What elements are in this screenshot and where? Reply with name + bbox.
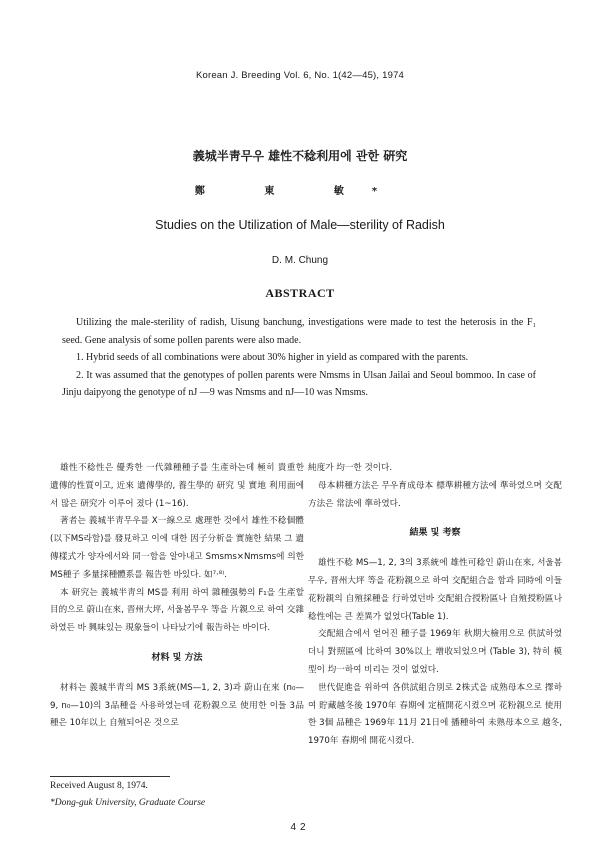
left-column [50, 460, 304, 733]
results-paragraph: 世代促進을 위하여 各供試組合別로 2株式을 成熟母本으로 擇하여 貯藏越冬後 1970年 春期에 定植開花시켰으며 花粉親으로 使用한 3個 品種은 1969年 11月 21日에 播種하여 未熟母本으로 越冬, 1970年 春期에 開花시켰다. [308, 682, 562, 747]
korean-author: 鄭 東 敏* [194, 186, 406, 197]
footnote-divider [50, 776, 170, 777]
intro-paragraph: 雄性不稔性은 優秀한 一代雜種種子를 生產하는데 極히 貴重한 遺傳的性質이고, 近來 遺傳學的, 養生學的 研究 및 實地 利用面에서 많은 研究가 이루어 졌다 (1~16). [50, 463, 304, 509]
page-number: 42 [290, 822, 310, 833]
continued-paragraph: 純度가 均一한 것이다. [308, 463, 393, 473]
section-heading-results: 結果 및 考察 [409, 528, 461, 539]
korean-title: 義城半靑무우 雄性不稔利用에 관한 硏究 [192, 149, 408, 163]
abstract-paragraph: 1. Hybrid seeds of all combinations were about 30% higher in yield as compared with the parents. [76, 352, 469, 363]
footnote-received: Received August 8, 1974. [50, 781, 148, 791]
section-heading-methods: 材料 및 方法 [151, 652, 203, 663]
abstract-heading: ABSTRACT [265, 286, 335, 300]
english-author: D. M. Chung [271, 255, 329, 266]
abstract-paragraph: 2. It was assumed that the genotypes of pollen parents were Nmsms in Ulsan Jailai and Seoul bommoo. In case of Jinju daipyong the genotype of nJ —9 was Nmsms and nJ—10 was Nmsms. [62, 369, 536, 398]
abstract-body [62, 314, 536, 402]
right-column [308, 460, 562, 751]
methods-paragraph: 材料는 義城半靑의 MS 3系統(MS—1, 2, 3)과 蔚山在來 (n₀—9, n₀—10)의 3品種을 사용하였는데 花粉親으로 使用한 이들 3品種은 10年以上 自殖되어온 것으로 [50, 682, 304, 729]
intro-paragraph: 本 研究는 義城半靑의 MS를 利用 하여 雜種强勢의 F₁을 生產할 目的으로 蔚山在來, 晋州大坪, 서울봄무우 等을 片親으로 하여 交雜하였든 바 興味있는 現象들이 나타났기에 報告하는 바이다. [50, 587, 304, 634]
journal-citation: Korean J. Breeding Vol. 6, No. 1(42—45), 1974 [195, 70, 405, 81]
results-paragraph: 交配組合에서 얻어진 種子를 1969年 秋期大檢用으로 供試하였더니 對照區에 比하여 30%以上 增收되었으며 (Table 3), 特히 模型이 均一하여 비리는 것이 없었다. [308, 629, 562, 675]
abstract-paragraph: Utilizing the male-sterility of radish, Uisung banchung, investigations were made to test the heterosis in the F₁ seed. Gene analysis of some pollen parents were also made. [62, 317, 536, 346]
english-title: Studies on the Utilization of Male—sterility of Radish [155, 218, 445, 232]
intro-paragraph: 著者는 義城半靑무우를 X一線으로 處理한 것에서 雄性不稔個體(以下MS라함)를 發見하고 이에 대한 因子分析을 實施한 結果 그 遺傳樣式가 양자에서와 同一함을 알아내고 Smsms×Nmsms에 의한 MS種子 多量採種體系를 報告한 바있다. 如⁷·⁸⁾. [50, 516, 304, 580]
footnote-affiliation: *Dong-guk University, Graduate Course [50, 798, 206, 808]
results-paragraph: 雄性不稔 MS—1, 2, 3의 3系統에 雄性可稔인 蔚山在來, 서울봄무우, 晋州大坪 等을 花粉親으로 하여 交配組合을 함과 同時에 이들 花粉親의 自殖採種을 行하였던바 交配組合授粉區나 自殖授粉區나 稔性에는 큰 差異가 없었다(Table 1). [308, 558, 562, 622]
methods-paragraph-2: 母本耕種方法은 무우育成母本 標準耕種方法에 準하였으며 交配方法은 常法에 準하였다. [308, 480, 562, 509]
